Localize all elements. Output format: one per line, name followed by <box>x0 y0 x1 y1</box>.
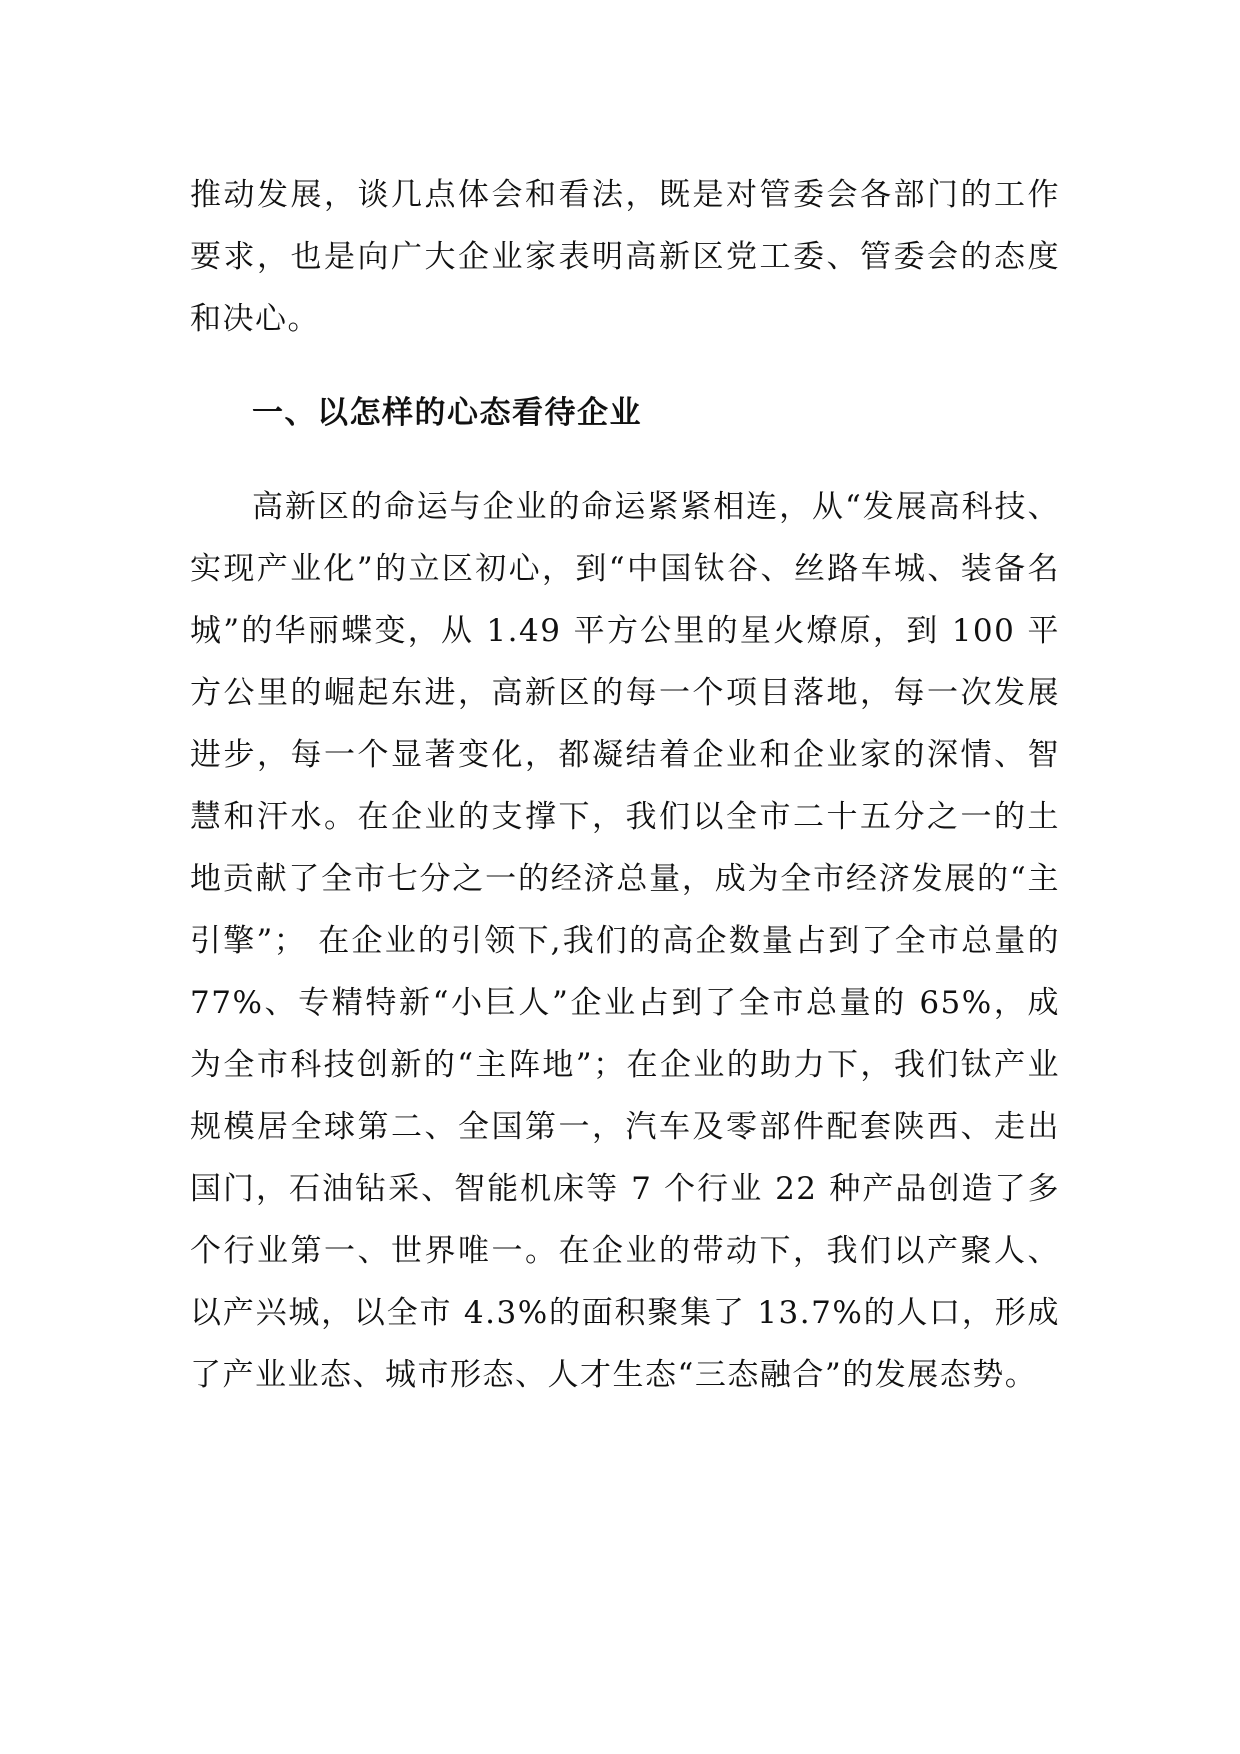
intro-paragraph: 推动发展，谈几点体会和看法，既是对管委会各部门的工作要求，也是向广大企业家表明高新区党工委、管委会的态度和决心。 <box>190 177 1060 337</box>
document-body <box>190 164 1060 1406</box>
section-body-paragraph: 高新区的命运与企业的命运紧紧相连，从“发展高科技、实现产业化”的立区初心，到“中国钛谷、丝路车城、装备名城”的华丽蝶变，从 1.49 平方公里的星火燎原，到 100 平方公里的崛起东进，高新区的每一个项目落地，每一次发展进步，每一个显著变化，都凝结着企业和企业家的深情、智慧和汗水。在企业的支撑下，我们以全市二十五分之一的土地贡献了全市七分之一的经济总量，成为全市经济发展的“主引擎”； 在企业的引领下,我们的高企数量占到了全市总量的 77%、专精特新“小巨人”企业占到了全市总量的 65%，成为全市科技创新的“主阵地”；在企业的助力下，我们钛产业规模居全球第二、全国第一，汽车及零部件配套陕西、走出国门，石油钻采、智能机床等 7 个行业 22 种产品创造了多个行业第一、世界唯一。在企业的带动下，我们以产聚人、以产兴城，以全市 4.3%的面积聚集了 13.7%的人口，形成了产业业态、城市形态、人才生态“三态融合”的发展态势。 <box>190 489 1060 1393</box>
section-heading: 一、以怎样的心态看待企业 <box>252 395 642 431</box>
